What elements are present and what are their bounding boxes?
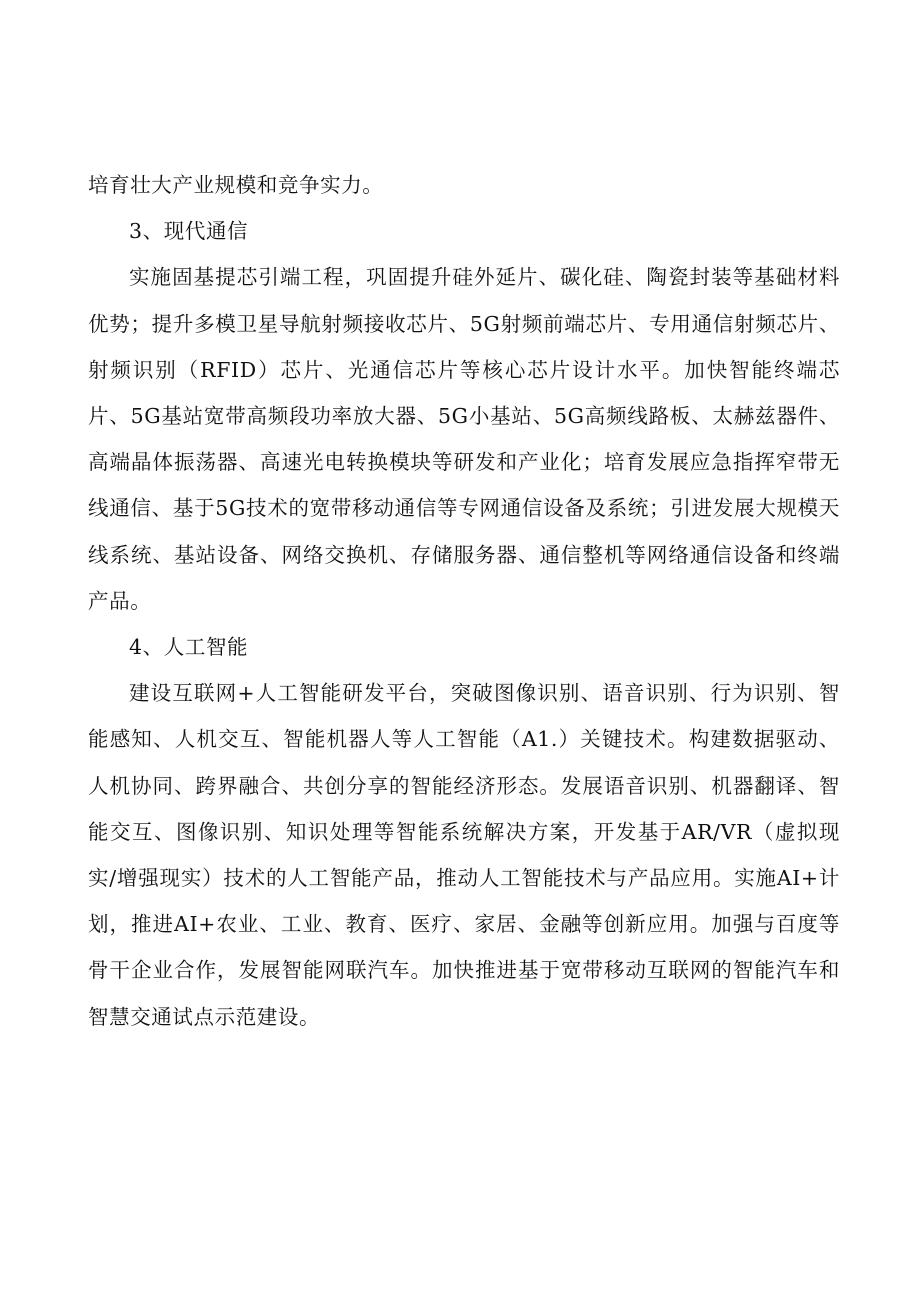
section-heading-artificial-intelligence: 4、人工智能 xyxy=(129,635,249,660)
paragraph-artificial-intelligence: 建设互联网+人工智能研发平台，突破图像识别、语音识别、行为识别、智能感知、人机交互、智能机器人等人工智能（A1.）关键技术。构建数据驱动、人机协同、跨界融合、共创分享的智能经济形态。发展语音识别、机器翻译、智能交互、图像识别、知识处理等智能系统解决方案，开发基于AR/VR（虚拟现实/增强现实）技术的人工智能产品，推动人工智能技术与产品应用。实施AI+计划，推进AI+农业、工业、教育、医疗、家居、金融等创新应用。加强与百度等骨干企业合作，发展智能网联汽车。加快推进基于宽带移动互联网的智能汽车和智慧交通试点示范建设。 xyxy=(88,681,840,1029)
paragraph-modern-communication: 实施固基提芯引端工程，巩固提升硅外延片、碳化硅、陶瓷封装等基础材料优势；提升多模卫星导航射频接收芯片、5G射频前端芯片、专用通信射频芯片、射频识别（RFID）芯片、光通信芯片等核心芯片设计水平。加快智能终端芯片、5G基站宽带高频段功率放大器、5G小基站、5G高频线路板、太赫兹器件、高端晶体振荡器、高速光电转换模块等研发和产业化；培育发展应急指挥窄带无线通信、基于5G技术的宽带移动通信等专网通信设备及系统；引进发展大规模天线系统、基站设备、网络交换机、存储服务器、通信整机等网络通信设备和终端产品。 xyxy=(88,265,840,613)
section-heading-modern-communication: 3、现代通信 xyxy=(129,219,249,244)
document-body xyxy=(88,162,840,1040)
paragraph-continuation: 培育壮大产业规模和竞争实力。 xyxy=(88,173,384,197)
